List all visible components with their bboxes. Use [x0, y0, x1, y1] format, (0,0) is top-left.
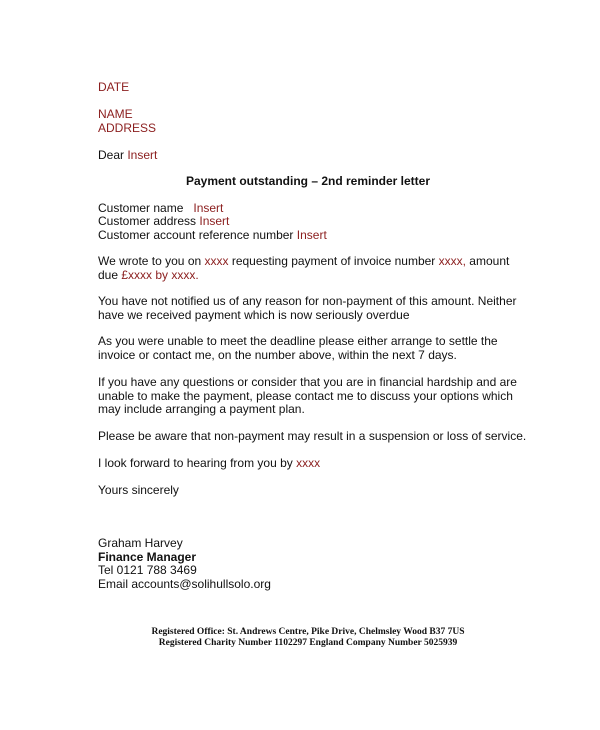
letter-date-placeholder: xxxx: [204, 254, 229, 268]
signatory-name: Graham Harvey: [98, 536, 183, 550]
salutation-prefix: Dear: [98, 148, 128, 162]
para1-text: due: [98, 268, 122, 282]
customer-name-label: Customer name: [98, 201, 194, 215]
para2-line2: have we received payment which is now seriously overdue: [98, 308, 410, 322]
letter-title: Payment outstanding – 2nd reminder letter: [185, 174, 431, 188]
para6-text: I look forward to hearing from you by: [98, 456, 297, 470]
para3-line1: As you were unable to meet the deadline please either arrange to settle the: [98, 334, 498, 348]
para5: Please be aware that non-payment may result in a suspension or loss of service.: [98, 429, 527, 443]
invoice-number-placeholder: xxxx,: [438, 254, 466, 268]
name-placeholder: NAME: [98, 107, 133, 121]
signatory-email: Email accounts@solihullsolo.org: [98, 577, 271, 591]
signatory-tel: Tel 0121 788 3469: [98, 563, 197, 577]
footer-registered-office: Registered Office: St. Andrews Centre, Pike Drive, Chelmsley Wood B37 7US: [151, 627, 465, 637]
para1-line2: [98, 268, 199, 282]
para1-text: requesting payment of invoice number: [228, 254, 439, 268]
para4-line3: may include arranging a payment plan.: [98, 402, 305, 416]
para1-text: amount: [465, 254, 510, 268]
para4-line2: unable to make the payment, please contact me to discuss your options which: [98, 389, 513, 403]
footer-registration-numbers: Registered Charity Number 1102297 England Company Number 5025939: [158, 638, 458, 648]
customer-ref-value: Insert: [296, 228, 327, 242]
closing: Yours sincerely: [98, 483, 179, 497]
customer-address-label: Customer address: [98, 214, 200, 228]
para2-line1: You have not notified us of any reason for non-payment of this amount. Neither: [98, 294, 517, 308]
address-placeholder: ADDRESS: [98, 121, 157, 135]
amount-placeholder: £xxxx by xxxx.: [121, 268, 199, 282]
para3-line2: invoice or contact me, on the number above, within the next 7 days.: [98, 348, 457, 362]
customer-name-value: Insert: [193, 201, 224, 215]
para4-line1: If you have any questions or consider that you are in financial hardship and are: [98, 375, 517, 389]
customer-address-line: [98, 214, 229, 228]
para1-line1: [98, 254, 509, 268]
customer-name-line: [98, 201, 223, 215]
customer-address-value: Insert: [199, 214, 230, 228]
customer-ref-label: Customer account reference number: [98, 228, 297, 242]
deadline-placeholder: xxxx: [296, 456, 321, 470]
salutation-name: Insert: [127, 148, 158, 162]
para1-text: We wrote to you on: [98, 254, 205, 268]
para6: [98, 456, 320, 470]
salutation: [98, 148, 157, 162]
customer-ref-line: [98, 228, 327, 242]
signatory-role: Finance Manager: [98, 550, 197, 564]
date-placeholder: DATE: [98, 80, 130, 94]
